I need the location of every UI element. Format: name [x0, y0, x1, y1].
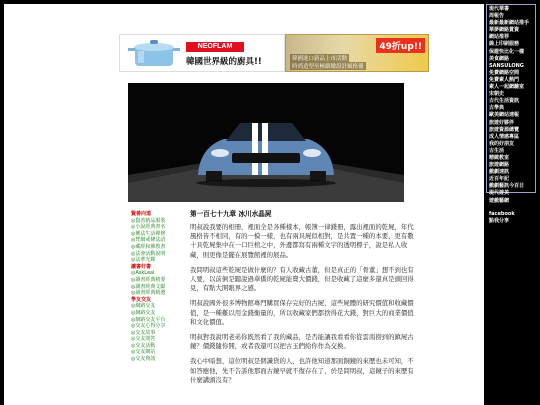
- sidebar-link[interactable]: ◎交友網站: [131, 349, 156, 356]
- right-menu-link[interactable]: 古生活: [489, 147, 505, 154]
- sidebar-section-title: 賢善向道: [131, 211, 152, 217]
- hero-car-image: [128, 83, 404, 202]
- ad-banner[interactable]: [119, 34, 429, 72]
- sidebar-link[interactable]: ◎網路交友: [131, 309, 156, 316]
- right-menu-link[interactable]: 旅遊網路: [489, 162, 510, 169]
- right-menu-link[interactable]: 現代遊美: [489, 190, 510, 197]
- right-menu-link[interactable]: 旅遊好夥伴: [489, 119, 515, 126]
- car-illustration: [128, 83, 404, 202]
- right-menu-link[interactable]: 免費素人熱門: [489, 76, 520, 83]
- sidebar-link[interactable]: ◎小說經典書名: [131, 224, 166, 231]
- sidebar-link[interactable]: ◎讀書經典文獻: [131, 283, 166, 290]
- right-menu-link[interactable]: 精緻教室: [489, 154, 510, 161]
- sidebar-link[interactable]: ◎網路交友: [131, 303, 156, 310]
- right-menu-link[interactable]: 古代生活資訊: [489, 98, 520, 105]
- right-menu-link[interactable]: 遊戲藝網: [489, 197, 510, 204]
- main-page: [4, 4, 484, 405]
- right-menu-link[interactable]: 華夢網路賞資: [489, 27, 520, 34]
- article-title: 第一百七十九章 冰川水晶屍: [190, 210, 272, 218]
- right-menu-link[interactable]: 古學典: [489, 105, 505, 112]
- sidebar-link[interactable]: ◎法會活動說明: [131, 250, 166, 257]
- right-menu-link[interactable]: 線上印刷服務: [489, 41, 520, 48]
- share-link[interactable]: 點我分享: [489, 217, 510, 224]
- right-nav-menu: [486, 4, 536, 224]
- right-menu-link[interactable]: 免費網路空間: [489, 69, 520, 76]
- right-menu-link[interactable]: 戲劇藝訊今百日: [489, 183, 525, 190]
- sidebar-link[interactable]: ◎讀書經典精選: [131, 290, 166, 297]
- brand-tagline: 韓國世界級的廚具!!: [186, 57, 262, 67]
- right-menu-link[interactable]: 旅遊資源總覽: [489, 126, 520, 133]
- right-menu-link[interactable]: SANSULONG: [489, 62, 524, 69]
- right-menu-link[interactable]: 最新最新網站推手: [489, 20, 530, 27]
- sidebar-link[interactable]: ◎交友故事: [131, 329, 156, 336]
- right-menu-link[interactable]: 近百年記: [489, 176, 510, 183]
- right-menu-link[interactable]: 周報告: [489, 13, 505, 20]
- promo-badge: 49折up!!: [376, 38, 425, 53]
- right-menu-link[interactable]: 戲劇速訊: [489, 169, 510, 176]
- sidebar-link[interactable]: ◎讀書經典精要: [131, 276, 166, 283]
- sidebar-link[interactable]: ◎交友活動: [131, 342, 156, 349]
- right-menu-link[interactable]: 宋朝史: [489, 91, 505, 98]
- right-menu-link[interactable]: 現代華書: [489, 6, 510, 12]
- promo-line-1: 韓國進口新品上市活動: [292, 56, 348, 62]
- sidebar-link[interactable]: ◎交友問答: [131, 336, 156, 343]
- sidebar-section-title: 讀書好書: [131, 263, 152, 270]
- sidebar-link[interactable]: ◎佛法生活禪修: [131, 230, 166, 237]
- sidebar-link[interactable]: ◎藏經和佛教書: [131, 243, 166, 250]
- sidebar-link[interactable]: ◎法華光輝: [131, 257, 156, 264]
- article-paragraph: 明叔對我說明老弟你既然看了我的藏品，是否能讓我看看你從雲南撈到的鎮屍古鏡？價錢隨你開，或者我還可以把古玉們給你作為交換。: [190, 333, 414, 351]
- ad-banner-right[interactable]: [285, 34, 429, 72]
- left-sidebar: [131, 211, 185, 363]
- sidebar-link[interactable]: ◎梵網戒條法語: [131, 237, 166, 244]
- sidebar-link[interactable]: ◎交友資訊: [131, 356, 156, 363]
- right-menu-link[interactable]: 我的好朋友: [489, 140, 515, 147]
- right-menu-link[interactable]: 保證快比化一樣: [489, 48, 525, 55]
- article-paragraph: 我心中暗想，這位明叔是個識貨的人，也許他知道那面銅鏡的來歷也未可知，不如答應他，先不告訴他那面古鏡早就不復存在了，於是問明叔，這鏡子的來歷有什麼講頭沒有？: [190, 357, 414, 384]
- right-menu-link[interactable]: 美食網路: [489, 55, 510, 62]
- right-menu-link[interactable]: 素人一起網驗室: [489, 84, 525, 91]
- facebook-link[interactable]: facebook: [489, 210, 515, 217]
- right-menu-link[interactable]: 成人情感專區: [489, 133, 520, 140]
- sidebar-link[interactable]: ◎AskLeal: [131, 270, 155, 277]
- article-paragraph: 明叔說我要的相冊，裡面全是各種樣本，帳簿一律錢冊，露出裡面的乾屍，年代風格皆不相同，有的一模一樣，也有兩具屍似相對，是共置一種的本要，更有數十具乾屍集中在一口巨棺之中，外邊都寫有兩種文字的透明標子，說是私人收藏，則更像是擺在展覽館裡的展品。: [190, 223, 414, 259]
- brand-logo: NEOFLAM: [186, 42, 244, 52]
- sidebar-link[interactable]: ◎賢善精品服裝: [131, 217, 166, 224]
- sidebar-link[interactable]: ◎網路交友平台: [131, 316, 166, 323]
- sidebar-section-title: 學友交友: [131, 296, 152, 303]
- article: [190, 210, 414, 391]
- ad-banner-left[interactable]: [119, 34, 285, 72]
- article-paragraph: 我問明叔這些乾屍是做什麼的？有人收藏古董，但是真正的「骨董」想不到也有人要，以前倒是聽說過華僑的乾屍能賣大價錢，但是收藏了這麼多還真是頭回得見，有點大開眼界之感。: [190, 265, 414, 293]
- article-paragraph: 明叔說國外很多博物館專門購買保存完好的古屍，這些屍體的研究價值和收藏價值，是一種難以用金錢衡量的，所以收藏家們都捨得花大錢，對巨大的商業價值和文化價值。: [190, 299, 414, 326]
- right-menu-link[interactable]: 網站推荐: [489, 34, 510, 41]
- right-menu-link[interactable]: 歐美網站速報: [489, 112, 520, 119]
- promo-line-2: 時尚造型至極細緻設計風格優: [292, 64, 364, 70]
- sidebar-link[interactable]: ◎交友心得分享: [131, 323, 166, 330]
- pot-image: [126, 39, 182, 69]
